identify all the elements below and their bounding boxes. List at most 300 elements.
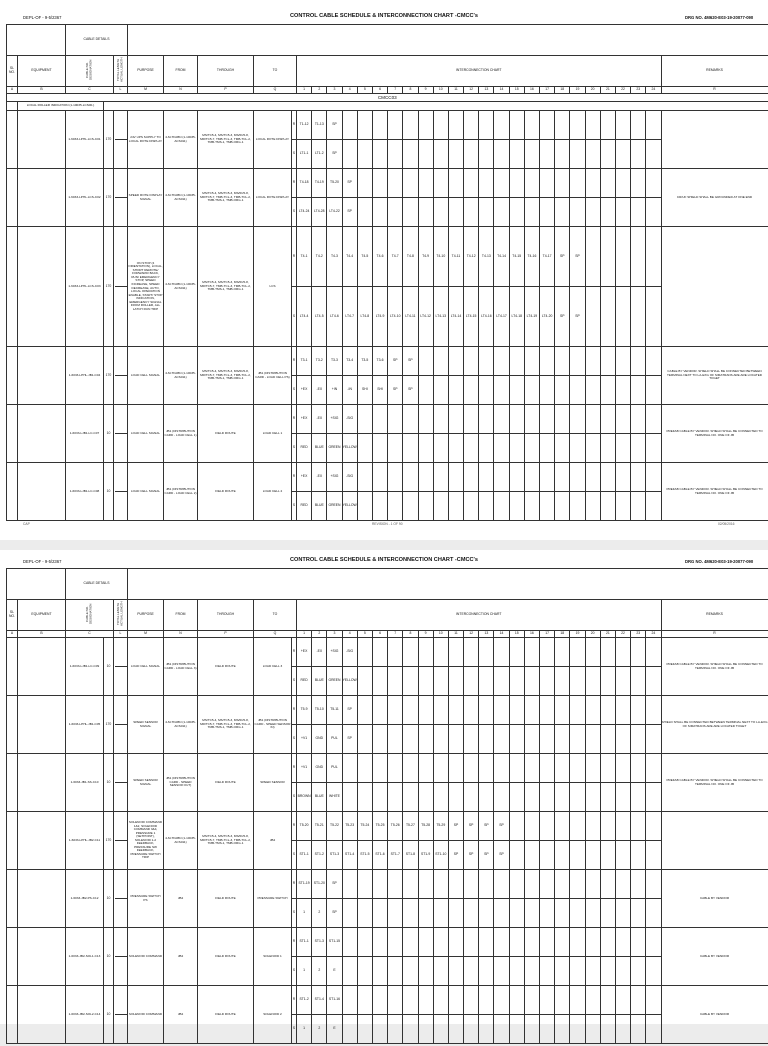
purpose-cell: LOAD CELL SIGNAL [128, 405, 164, 463]
terminal-cell: T3-4 [342, 347, 357, 376]
terminal-cell [631, 1015, 646, 1044]
terminal-cell [464, 870, 479, 899]
terminal-cell [357, 492, 372, 521]
terminal-column-number: 7 [388, 87, 403, 94]
terminal-cell: LT4-12 [418, 287, 433, 347]
terminal-cell: T4-7 [388, 227, 403, 287]
through-cell: FIELD ROUTE [198, 754, 254, 812]
terminal-cell [585, 899, 600, 928]
terminal-cell [555, 376, 570, 405]
terminal-cell [600, 783, 615, 812]
terminal-cell: T3-2 [312, 347, 327, 376]
terminal-cell: +SIG [327, 405, 342, 434]
terminal-cell [403, 870, 418, 899]
terminal-cell: BLUE [312, 434, 327, 463]
terminal-cell [494, 434, 509, 463]
terminal-cell [464, 492, 479, 521]
terminal-cell [494, 140, 509, 169]
terminal-cell [448, 169, 463, 198]
remarks-cell: CR/UF SHIELD SHALL BE GROUNDED AT ONE END [661, 169, 768, 227]
cable-no-header [66, 600, 114, 631]
remarks-header: REMARKS [661, 600, 768, 631]
actual-length-cell [114, 986, 128, 1044]
terminal-cell [555, 434, 570, 463]
terminal-cell: T5-11 [327, 696, 342, 725]
terminal-cell [646, 783, 661, 812]
blank-line [115, 1014, 127, 1015]
terminal-cell [433, 725, 448, 754]
terminal-cell: LT4-20 [540, 287, 555, 347]
terminal-cell: SP [388, 376, 403, 405]
terminal-cell [540, 986, 555, 1015]
terminal-cell: ST1-3 [327, 841, 342, 870]
terminal-cell [433, 405, 448, 434]
terminal-cell [479, 111, 494, 140]
through-cell: MS/TC5-4, MS/TC5-3, MS/6U5-8, MR/TC5-7, TMB-TCL-3, TMB-TCL-2, TMB-TMS-1, TMB-ORG-1 [198, 347, 254, 405]
terminal-cell: ST1-4 [342, 841, 357, 870]
terminal-cell [585, 928, 600, 957]
terminal-cell [555, 1015, 570, 1044]
terminal-cell [433, 492, 448, 521]
terminal-column-number: 18 [555, 631, 570, 638]
terminal-cell [433, 111, 448, 140]
terminal-cell [585, 638, 600, 667]
from-cell: JB1 (DISTRIBUTION CARD - LOAD CELL 2) [164, 463, 198, 521]
terminal-cell [479, 870, 494, 899]
row-label: S [292, 287, 297, 347]
terminal-cell [615, 928, 630, 957]
terminal-cell [615, 812, 630, 841]
terminal-cell [631, 667, 646, 696]
terminal-cell [524, 405, 539, 434]
through-cell: FIELD ROUTE [198, 463, 254, 521]
terminal-cell [372, 169, 387, 198]
terminal-cell [448, 667, 463, 696]
terminal-cell [555, 899, 570, 928]
from-header: FROM [164, 600, 198, 631]
terminal-cell [494, 870, 509, 899]
terminal-cell [555, 405, 570, 434]
terminal-cell: LT4-16 [479, 287, 494, 347]
terminal-cell [372, 667, 387, 696]
length-cell: 170 [104, 111, 114, 169]
terminal-cell [448, 140, 463, 169]
terminal-cell [570, 638, 585, 667]
sl-no-cell [7, 870, 18, 928]
terminal-cell [403, 405, 418, 434]
terminal-cell [464, 347, 479, 376]
terminal-cell [433, 434, 448, 463]
length-cell: 170 [104, 347, 114, 405]
terminal-column-number: 11 [448, 631, 463, 638]
terminal-cell [540, 169, 555, 198]
terminal-cell [448, 492, 463, 521]
cable-no-cell: 1-6033-JB2-SOL2-C14 [66, 986, 104, 1044]
terminal-cell [433, 783, 448, 812]
equipment-cell [18, 986, 66, 1044]
terminal-cell [585, 667, 600, 696]
terminal-cell [448, 696, 463, 725]
terminal-cell [357, 667, 372, 696]
terminal-cell [631, 376, 646, 405]
terminal-cell [403, 899, 418, 928]
terminal-cell [464, 725, 479, 754]
row-label: R [292, 638, 297, 667]
row-label: R [292, 812, 297, 841]
blank-line [115, 197, 127, 198]
terminal-cell: T4-8 [403, 227, 418, 287]
terminal-cell [464, 754, 479, 783]
terminal-cell: LT4-17 [494, 287, 509, 347]
actual-length-cell [114, 169, 128, 227]
terminal-cell [372, 405, 387, 434]
terminal-cell: T4-5 [357, 227, 372, 287]
terminal-cell: ST1-10 [433, 841, 448, 870]
terminal-cell [448, 957, 463, 986]
terminal-cell [631, 725, 646, 754]
terminal-cell: SP [342, 696, 357, 725]
purpose-cell: SOLENOID COMMAND 1&2, SOLENOID COMMAND 3&4, PRESSURE 1 (SETPOINT), SOLENOID 1-2 FEEDBACK, PRESSURE SW FEEDBACK, PRESSURE SWITCH TRIP [128, 812, 164, 870]
purpose-cell: SOLENOID COMMAND [128, 986, 164, 1044]
terminal-cell [524, 725, 539, 754]
through-cell: FIELD ROUTE [198, 870, 254, 928]
terminal-cell [464, 899, 479, 928]
terminal-cell: SP [570, 227, 585, 287]
row-label: S [292, 376, 297, 405]
terminal-cell [357, 638, 372, 667]
row-label: R [292, 986, 297, 1015]
terminal-cell: SP [479, 841, 494, 870]
terminal-cell [433, 198, 448, 227]
terminal-cell [615, 957, 630, 986]
remarks-cell [661, 227, 768, 347]
column-letter: A [7, 631, 18, 638]
terminal-cell: T5-24 [357, 812, 372, 841]
terminal-cell [524, 783, 539, 812]
actual-length-cell [114, 696, 128, 754]
terminal-cell [494, 1015, 509, 1044]
cable-no-cell: 1-6033-JB2-SOL1-C13 [66, 928, 104, 986]
terminal-cell: LT1-1 [297, 140, 312, 169]
terminal-cell: E [327, 1015, 342, 1044]
terminal-cell [388, 696, 403, 725]
row-label: R [292, 227, 297, 287]
terminal-cell [509, 667, 524, 696]
terminal-cell [479, 899, 494, 928]
terminal-cell [509, 492, 524, 521]
terminal-cell [585, 434, 600, 463]
terminal-cell [570, 492, 585, 521]
column-letter: R [661, 631, 768, 638]
terminal-cell [570, 841, 585, 870]
terminal-cell [631, 899, 646, 928]
sl-no-cell [7, 638, 18, 696]
to-cell: JB2 [254, 812, 292, 870]
terminal-cell [357, 928, 372, 957]
terminal-cell [479, 957, 494, 986]
terminal-cell [372, 463, 387, 492]
terminal-cell [646, 198, 661, 227]
terminal-cell [555, 140, 570, 169]
cable-schedule-table [6, 24, 768, 521]
terminal-cell [494, 696, 509, 725]
terminal-column-number: 2 [312, 631, 327, 638]
through-cell: FIELD ROUTE [198, 405, 254, 463]
terminal-cell [646, 463, 661, 492]
length-cell: 10 [104, 928, 114, 986]
terminal-cell [494, 725, 509, 754]
terminal-cell [540, 638, 555, 667]
terminal-cell [646, 227, 661, 287]
terminal-cell [524, 111, 539, 140]
terminal-cell [479, 1015, 494, 1044]
terminal-cell [418, 696, 433, 725]
terminal-cell: T5-20 [297, 812, 312, 841]
cable-no-cell: 1-6033-LPHL-LCS-C03 [66, 227, 104, 347]
actual-length-cell [114, 754, 128, 812]
column-letter: L [114, 87, 128, 94]
terminal-cell [631, 434, 646, 463]
terminal-cell [631, 198, 646, 227]
length-header-text: TOTAL LENGTH ACTUAL LENGTH [117, 600, 124, 630]
terminal-cell: SP [327, 870, 342, 899]
terminal-cell [388, 1015, 403, 1044]
terminal-cell [448, 783, 463, 812]
terminal-cell [600, 227, 615, 287]
terminal-cell [494, 986, 509, 1015]
terminal-cell [433, 376, 448, 405]
terminal-column-number: 4 [342, 87, 357, 94]
terminal-cell [631, 754, 646, 783]
sl-no-cell [7, 928, 18, 986]
header-row [7, 56, 768, 87]
terminal-cell: SP [570, 287, 585, 347]
row-label: S [292, 841, 297, 870]
terminal-cell [615, 638, 630, 667]
purpose-cell: LOAD CELL SIGNAL [128, 347, 164, 405]
cable-row [7, 111, 768, 140]
terminal-column-number: 4 [342, 631, 357, 638]
sl-no-cell [7, 347, 18, 405]
section-subtitle: LOCAL ROLLER INDICATION (1-10035-LCS00-) [18, 102, 104, 111]
terminal-cell [646, 169, 661, 198]
terminal-cell: +V1 [297, 754, 312, 783]
cable-no-cell: 1-6033-JB2-PS-C12 [66, 870, 104, 928]
row-label: S [292, 1015, 297, 1044]
sl-no-header: SL NO. [7, 600, 18, 631]
cable-no-cell: 1-6033-LPHL-LCS-C02 [66, 169, 104, 227]
length-header-text: TOTAL LENGTH ACTUAL LENGTH [117, 56, 124, 86]
terminal-cell: SP [448, 812, 463, 841]
terminal-cell [464, 405, 479, 434]
terminal-cell [388, 638, 403, 667]
terminal-cell: GREEN [327, 434, 342, 463]
terminal-column-number: 20 [585, 87, 600, 94]
terminal-cell [509, 169, 524, 198]
terminal-cell [570, 347, 585, 376]
terminal-cell [615, 696, 630, 725]
terminal-cell [494, 405, 509, 434]
terminal-column-number: 21 [600, 631, 615, 638]
terminal-cell [388, 957, 403, 986]
terminal-cell: T3-1 [297, 347, 312, 376]
terminal-column-number: 15 [509, 631, 524, 638]
terminal-cell [479, 667, 494, 696]
terminal-cell [372, 140, 387, 169]
terminal-cell [615, 376, 630, 405]
terminal-column-number: 12 [464, 87, 479, 94]
terminal-cell [585, 405, 600, 434]
terminal-cell [357, 754, 372, 783]
length-header [114, 56, 128, 87]
blank-line [115, 491, 127, 492]
equipment-header: EQUIPMENT [18, 56, 66, 87]
terminal-cell: SHI [372, 376, 387, 405]
remarks-cell: PREFAB CABLE BY VENDOR. SHIELD SHALL BE CONNECTED TO TERMINAL NO. ONE OF JB [661, 405, 768, 463]
terminal-cell [570, 754, 585, 783]
terminal-cell: LT4-28 [312, 198, 327, 227]
terminal-column-number: 12 [464, 631, 479, 638]
purpose-cell: SPEED ROTE DISPLAY SIGNAL [128, 169, 164, 227]
cable-no-cell: 1-6033-LJB1-LC-C08 [66, 463, 104, 521]
equipment-cell [18, 405, 66, 463]
terminal-cell [433, 957, 448, 986]
terminal-cell [464, 140, 479, 169]
terminal-cell [555, 696, 570, 725]
terminal-cell: SP [342, 725, 357, 754]
terminal-cell: GND [312, 725, 327, 754]
terminal-cell: T4-15 [509, 227, 524, 287]
cable-no-header [66, 56, 114, 87]
terminal-cell [600, 638, 615, 667]
terminal-cell [418, 434, 433, 463]
terminal-cell: SP [327, 111, 342, 140]
terminal-cell: 2 [312, 899, 327, 928]
terminal-cell: -SIG [342, 405, 357, 434]
terminal-cell [555, 198, 570, 227]
remarks-cell: CABLE BY VENDOR [661, 986, 768, 1044]
terminal-cell: T5-23 [342, 812, 357, 841]
terminal-cell: SP [342, 169, 357, 198]
terminal-cell [600, 899, 615, 928]
terminal-cell [357, 870, 372, 899]
terminal-cell [509, 434, 524, 463]
terminal-cell [615, 841, 630, 870]
terminal-cell [388, 169, 403, 198]
terminal-cell: T5-27 [403, 812, 418, 841]
terminal-cell: LT4-10 [388, 287, 403, 347]
remarks-cell [661, 812, 768, 870]
cable-row [7, 986, 768, 1015]
sl-no-header: SL NO. [7, 56, 18, 87]
purpose-header: PURPOSE [128, 56, 164, 87]
terminal-cell [418, 899, 433, 928]
terminal-cell: LT4-7 [342, 287, 357, 347]
terminal-cell [448, 725, 463, 754]
terminal-cell: T3-3 [327, 347, 342, 376]
sl-no-cell [7, 405, 18, 463]
terminal-cell [494, 376, 509, 405]
terminal-column-number: 22 [615, 631, 630, 638]
to-cell: LOCAL ROTE DISPLAY [254, 169, 292, 227]
terminal-cell [524, 1015, 539, 1044]
section-title: CMCC03 [7, 94, 768, 102]
column-letter: C [66, 631, 114, 638]
cable-no-cell: 1-6033-LPHL-JB1-C05 [66, 696, 104, 754]
terminal-cell [631, 638, 646, 667]
terminal-cell [555, 783, 570, 812]
terminal-cell [585, 140, 600, 169]
terminal-cell: SP [555, 287, 570, 347]
terminal-cell: PUL [327, 725, 342, 754]
to-cell: LOAD CELL 2 [254, 463, 292, 521]
terminal-column-number: 3 [327, 631, 342, 638]
terminal-cell [585, 841, 600, 870]
terminal-cell [585, 783, 600, 812]
terminal-cell [372, 434, 387, 463]
terminal-cell [585, 198, 600, 227]
terminal-cell [494, 754, 509, 783]
column-letter: P [198, 87, 254, 94]
terminal-cell [524, 870, 539, 899]
terminal-column-number: 9 [418, 631, 433, 638]
terminal-cell [418, 347, 433, 376]
terminal-cell: BROWN [297, 783, 312, 812]
column-letter-row [7, 87, 768, 94]
terminal-cell [555, 463, 570, 492]
remarks-cell: SHIELD SHALL BE CONNECTED BETWEEN TERMINAL NEXT TO LA-EXG OF SIMATRANS ARE ARE LOCATED TOGET [661, 696, 768, 754]
row-label: S [292, 725, 297, 754]
cable-row [7, 463, 768, 492]
terminal-column-number: 19 [570, 87, 585, 94]
column-letter: Q [254, 631, 297, 638]
terminal-cell [615, 347, 630, 376]
cable-row [7, 870, 768, 899]
terminal-cell [509, 347, 524, 376]
terminal-cell: +IN [327, 376, 342, 405]
terminal-cell [540, 111, 555, 140]
blank-line [115, 666, 127, 667]
document-code: DEPL-OF - 9-5/2367 [23, 559, 61, 564]
terminal-cell [418, 986, 433, 1015]
drawing-number: DRG NO. 4M620-E03-19-20077-090 [685, 559, 753, 564]
terminal-cell [509, 1015, 524, 1044]
to-cell: LCS [254, 227, 292, 347]
terminal-column-number: 21 [600, 87, 615, 94]
terminal-cell [570, 812, 585, 841]
header-row [7, 600, 768, 631]
terminal-cell [464, 111, 479, 140]
terminal-cell [600, 111, 615, 140]
remarks-cell: PREFAB CABLE BY VENDOR. SHIELD SHALL BE CONNECTED TO TERMINAL NO. ONE OF JB [661, 638, 768, 696]
terminal-cell: SP [342, 198, 357, 227]
terminal-cell: ST1-9 [418, 841, 433, 870]
cable-row [7, 347, 768, 376]
terminal-cell: LT4-11 [403, 287, 418, 347]
through-header: THROUGH [198, 56, 254, 87]
terminal-cell: ST1-15 [327, 928, 342, 957]
terminal-cell: 2 [312, 957, 327, 986]
terminal-cell [585, 957, 600, 986]
terminal-cell [509, 754, 524, 783]
from-cell: 4-M-TFABN (1-10035-ACS011) [164, 347, 198, 405]
terminal-cell [555, 754, 570, 783]
terminal-cell [464, 986, 479, 1015]
terminal-cell: PUL [327, 754, 342, 783]
terminal-cell [570, 696, 585, 725]
terminal-cell [631, 405, 646, 434]
terminal-cell [464, 928, 479, 957]
